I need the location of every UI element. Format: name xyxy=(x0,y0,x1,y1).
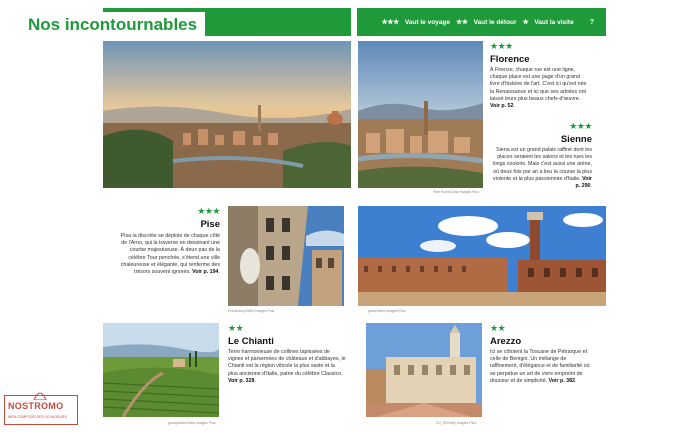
florence-description: À Firenze, chaque rue est une ligne, chaque place est une page d'un grand livre d'histoire de l'art. C'est ici qu'est née la Renaissance et ici que ses artistes ont laissé leurs plus beaux chefs-d'œuvre. Voir p. 52. xyxy=(490,67,587,110)
florence-title: Florence xyxy=(490,54,530,65)
piazza-del-campo-image xyxy=(358,206,606,306)
florence-page-link[interactable]: Voir p. 52 xyxy=(490,103,514,110)
arezzo-photo xyxy=(366,323,482,417)
photo-credit-chianti: goodpaintic/Getty Images Plus xyxy=(168,421,216,425)
pise-stars: ★★★ xyxy=(197,206,220,216)
pise-palace-image xyxy=(228,206,344,306)
sienne-text: Siena est un grand palais raffiné dont les places seraient les salons et les rues les longs couloirs. Mais c'est aussi une arène, où deux fois par an a lieu la course la plus violente et la plus passionnée d'Italie. xyxy=(492,147,592,182)
florence-panorama-image xyxy=(103,41,351,188)
page-title: Nos incontournables xyxy=(20,12,205,38)
chianti-vineyard-image xyxy=(103,323,219,417)
logo-tagline: WEB COMPTOIR DES VOYAGEURS xyxy=(8,415,67,419)
star-legend xyxy=(357,8,606,36)
logo-brand: NOSTROMO xyxy=(8,401,64,411)
photo-credit-arezzo: ZU_09/Getty Images Plus xyxy=(436,421,477,425)
two-stars-icon: ★★ xyxy=(456,19,468,26)
photo-credit-pise: Christoboy/Getty Images Plus xyxy=(228,309,275,313)
sienne-description: Siena est un grand palais raffiné dont les places seraient les salons et les rues les longs couloirs. Mais c'est aussi une arène, où deux fois par an a lieu la course la plus violente et la plus passionnée d'Italie. Voir p. 290. xyxy=(492,147,592,190)
one-star-icon: ★ xyxy=(522,19,529,26)
sienne-stars: ★★★ xyxy=(569,121,592,131)
sienne-page-link[interactable]: Voir p. 290 xyxy=(575,175,592,190)
help-mark: ? xyxy=(589,18,594,26)
pise-title: Pise xyxy=(200,219,220,230)
sienne-title: Sienne xyxy=(560,134,592,145)
arezzo-square-image xyxy=(366,323,482,417)
arezzo-stars: ★★ xyxy=(490,323,506,333)
arezzo-description: Ici se côtoient la Toscane de Pétrarque et celle de Benigni. Un mélange de raffinement, d'élégance et de familiarité où se perpétue un art de vivre empreint de douceur et de simplicité. Voir p. 382. xyxy=(490,349,590,384)
florence-text: À Firenze, chaque rue est une ligne, chaque place est une page d'un grand livre d'histoire de l'art. C'est ici qu'est née la Renaissance et ici que ses artistes ont laissé leurs plus beaux chefs-d'œuvre. xyxy=(490,67,587,102)
campo-photo xyxy=(358,206,606,306)
chianti-text: Terre harmonieuse de collines tapissées de vignes et parsemées de châteaux et d'abbayes, le Chianti est la région viticole la plus vaste et la plus ancienne d'Italie, patrie du célèbre Classico. xyxy=(228,349,346,377)
arezzo-page-link[interactable]: Voir p. 382 xyxy=(548,377,576,384)
chianti-photo xyxy=(103,323,219,417)
sienne-photo xyxy=(358,41,483,188)
florence-stars: ★★★ xyxy=(490,41,513,51)
chianti-title: Le Chianti xyxy=(228,336,274,347)
header-band-right xyxy=(357,8,606,36)
photo-credit-florence: Pam Kurtz/Getty Images Plus xyxy=(433,190,479,194)
pise-page-link[interactable]: Voir p. 194 xyxy=(192,269,219,276)
legend-label-detour: Vaut le détour xyxy=(473,18,517,26)
arezzo-text: Ici se côtoient la Toscane de Pétrarque et celle de Benigni. Un mélange de raffinement, d'élégance et de familiarité où se perpétue un art de vivre empreint de douceur et de simplicité. xyxy=(490,349,590,384)
sienne-panorama-image xyxy=(358,41,483,188)
chianti-page-link[interactable]: Voir p. 328 xyxy=(228,377,255,384)
chianti-stars: ★★ xyxy=(228,323,244,333)
three-stars-icon: ★★★ xyxy=(381,19,399,26)
pise-text: Pisa la discrète se déploie de chaque côté de l'Arno, qui la traverse en dessinant une courbe majestueuse. À deux pas de la célèbre Tour penchée, s'étend une ville chaleureuse et élégante, qui renferme des trésors souvent ignorés. xyxy=(120,233,220,276)
florence-photo xyxy=(103,41,351,188)
pise-photo xyxy=(228,206,344,306)
arezzo-title: Arezzo xyxy=(490,336,522,347)
legend-label-visite: Vaut la visite xyxy=(534,18,574,26)
dome-icon xyxy=(33,390,47,400)
photo-credit-sienne: jarbo/Getty Images Plus xyxy=(368,309,406,313)
nostromo-logo xyxy=(4,395,78,425)
pise-description: Pisa la discrète se déploie de chaque côté de l'Arno, qui la traverse en dessinant une courbe majestueuse. À deux pas de la célèbre Tour penchée, s'étend une ville chaleureuse et élégante, qui renferme des trésors souvent ignorés. Voir p. 194. xyxy=(120,233,220,276)
legend-label-voyage: Vaut le voyage xyxy=(404,18,450,26)
chianti-description: Terre harmonieuse de collines tapissées de vignes et parsemées de châteaux et d'abbayes, le Chianti est la région viticole la plus vaste et la plus ancienne d'Italie, patrie du célèbre Classico. Voir p. 328. xyxy=(228,349,346,384)
